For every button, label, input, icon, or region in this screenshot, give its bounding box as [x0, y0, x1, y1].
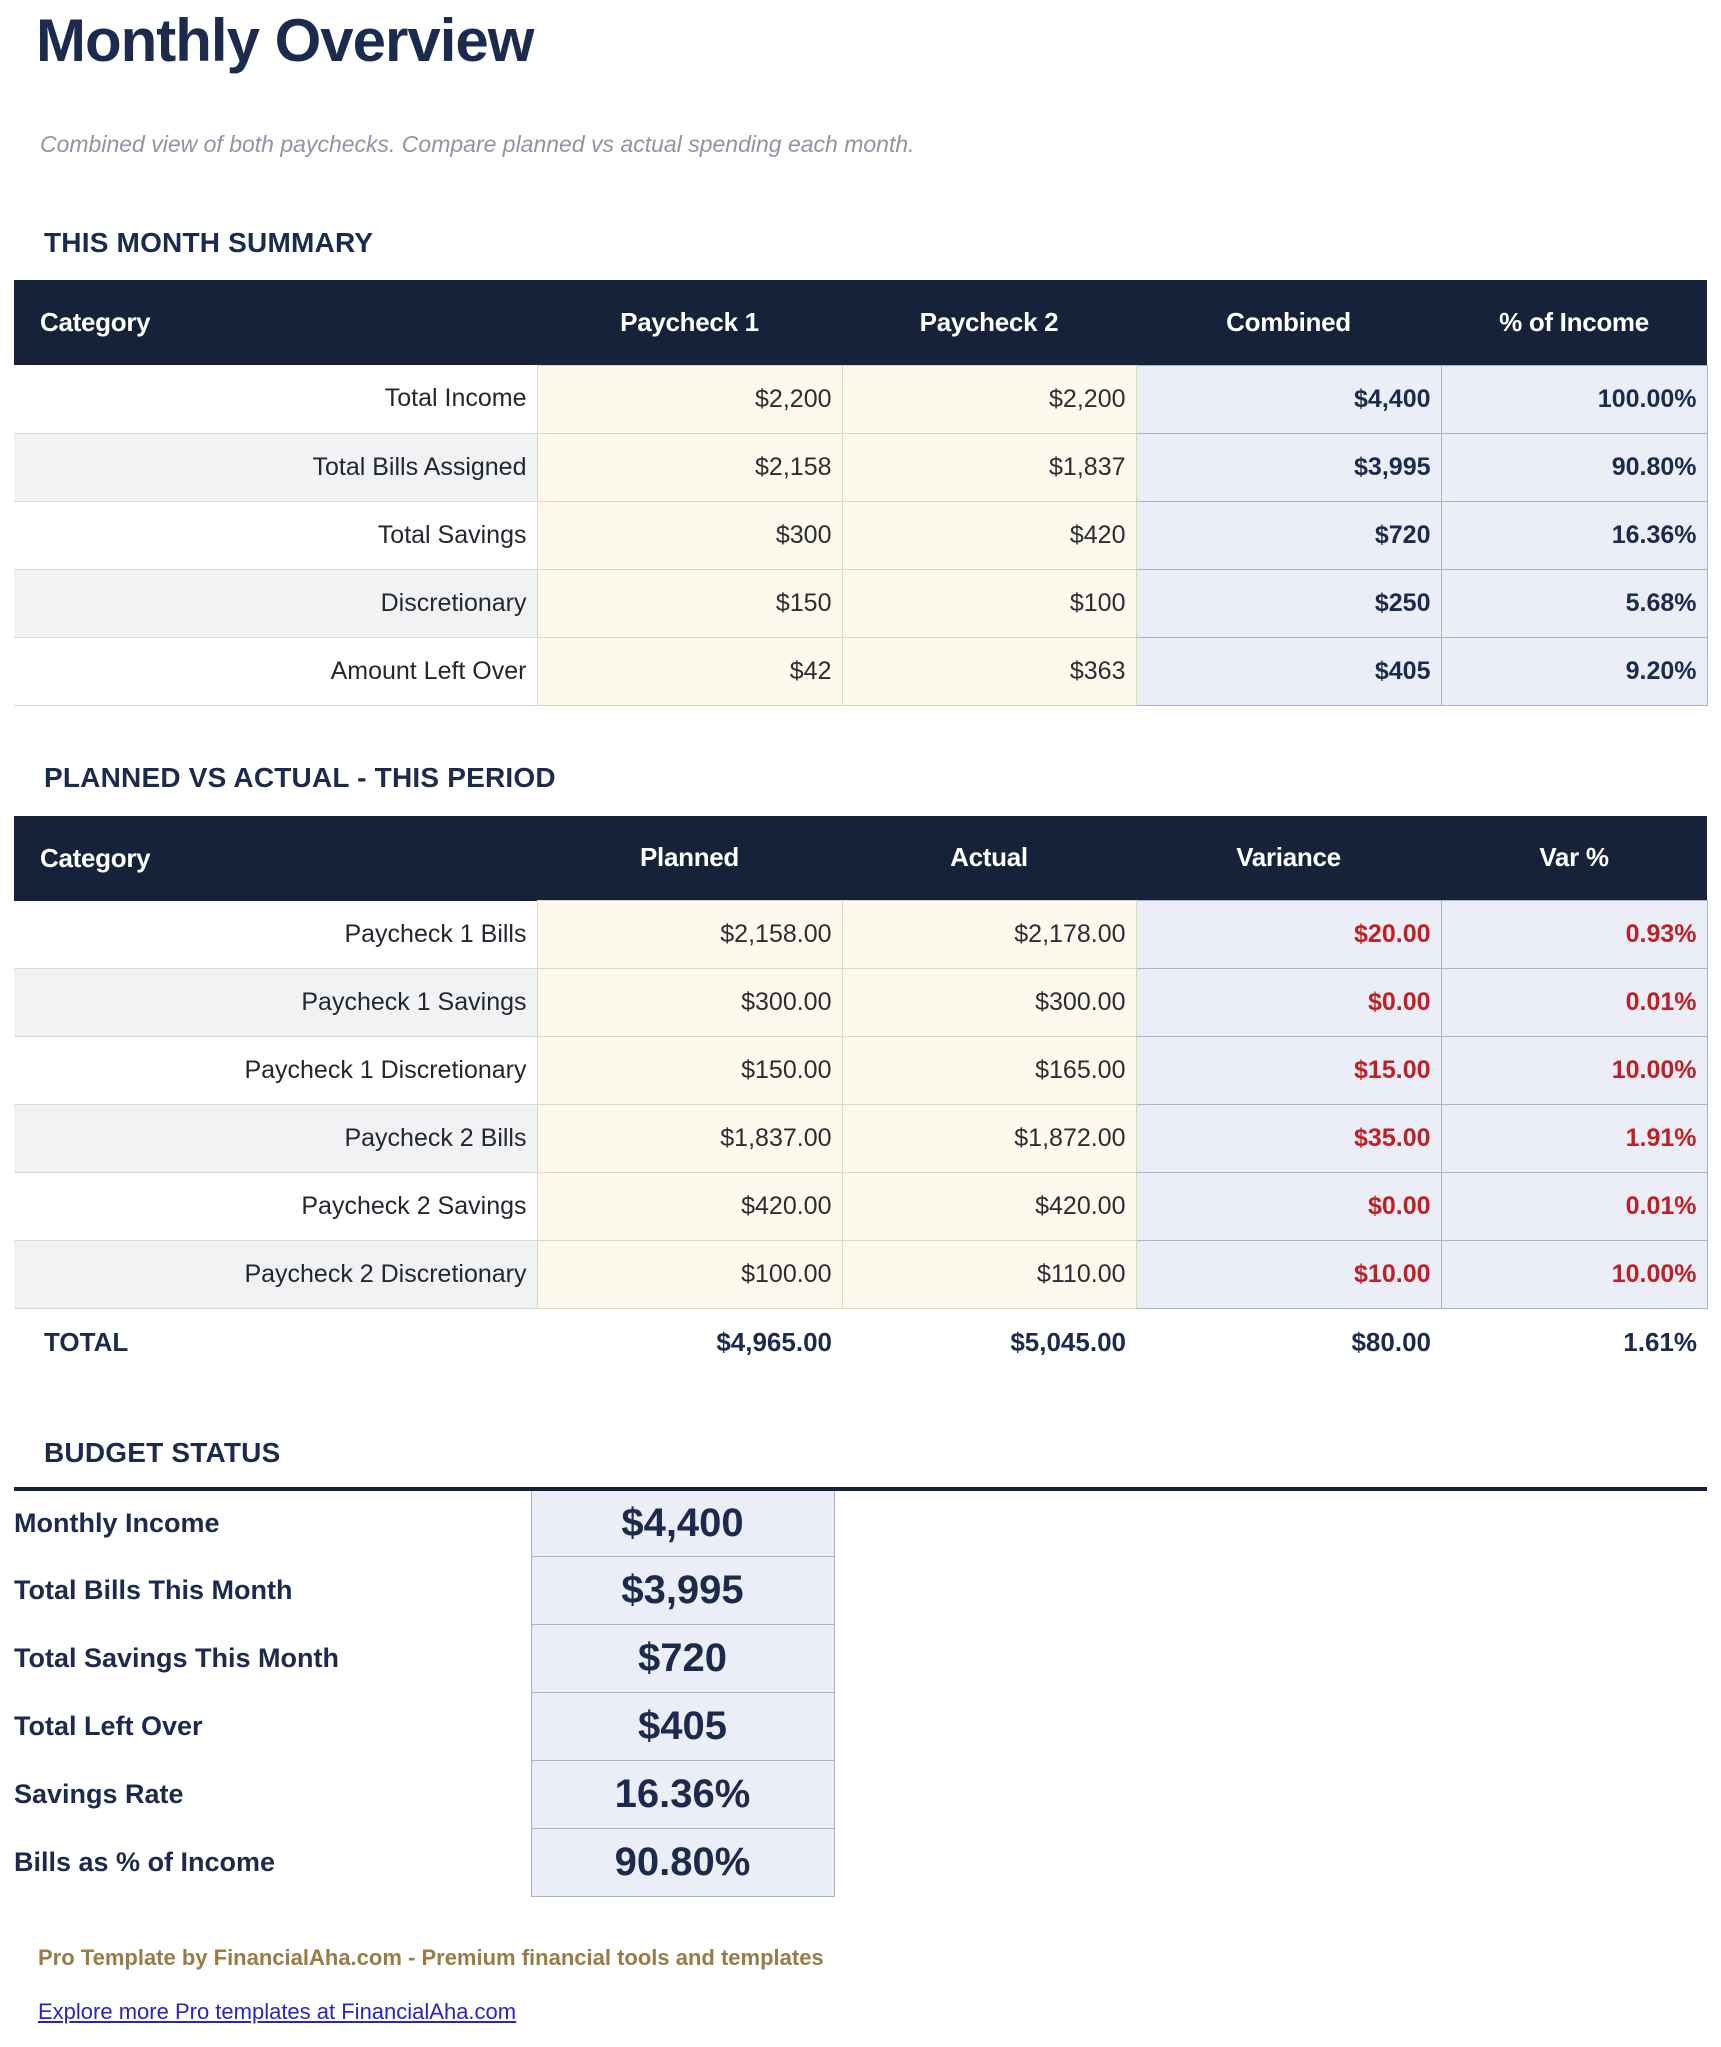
cell-actual: $420.00: [842, 1173, 1136, 1241]
cell-var-pct: 10.00%: [1441, 1037, 1707, 1105]
table-row: [14, 501, 1707, 569]
row-category: Paycheck 2 Discretionary: [14, 1241, 537, 1309]
cell-variance: $10.00: [1136, 1241, 1441, 1309]
table-row: [14, 1037, 1707, 1105]
cell-actual: $300.00: [842, 969, 1136, 1037]
cell-paycheck2: $2,200: [842, 365, 1136, 433]
cell-combined: $4,400: [1136, 365, 1441, 433]
section-heading-budget-status: BUDGET STATUS: [44, 1436, 281, 1468]
budget-row: [14, 1761, 1707, 1829]
cell-paycheck1: $42: [537, 637, 842, 705]
page-title: Monthly Overview: [36, 7, 534, 74]
cell-paycheck2: $100: [842, 569, 1136, 637]
table-row: [14, 569, 1707, 637]
row-category: Paycheck 1 Discretionary: [14, 1037, 537, 1105]
summary-column-header-pct-of-income: % of Income: [1441, 280, 1707, 365]
cell-variance: $35.00: [1136, 1105, 1441, 1173]
budget-status-panel: [14, 1487, 1707, 1898]
budget-value: $3,995: [531, 1557, 834, 1625]
total-label: TOTAL: [44, 1327, 129, 1358]
budget-row: [14, 1489, 1707, 1557]
table-row: [14, 1105, 1707, 1173]
cell-var-pct: 0.93%: [1441, 901, 1707, 969]
cell-var-pct: 0.01%: [1441, 969, 1707, 1037]
cell-combined: $250: [1136, 569, 1441, 637]
cell-var-pct: 0.01%: [1441, 1173, 1707, 1241]
budget-row-filler: [834, 1761, 1707, 1829]
cell-variance: $0.00: [1136, 969, 1441, 1037]
table-row: [14, 1241, 1707, 1309]
budget-value: $4,400: [531, 1489, 834, 1557]
cell-paycheck2: $420: [842, 501, 1136, 569]
section-heading-this-month-summary: THIS MONTH SUMMARY: [44, 227, 374, 258]
table-row: [14, 433, 1707, 501]
row-category: Total Bills Assigned: [14, 433, 537, 501]
table-row: [14, 969, 1707, 1037]
cell-planned: $1,837.00: [537, 1105, 842, 1173]
summary-column-header-category: Category: [14, 280, 537, 365]
cell-actual: $165.00: [842, 1037, 1136, 1105]
cell-combined: $720: [1136, 501, 1441, 569]
cell-var-pct: 10.00%: [1441, 1241, 1707, 1309]
table-row: [14, 901, 1707, 969]
budget-value: $405: [531, 1693, 834, 1761]
planned-vs-actual-header-row: [14, 816, 1707, 901]
budget-row: [14, 1557, 1707, 1625]
cell-var-pct: 1.91%: [1441, 1105, 1707, 1173]
cell-planned: $420.00: [537, 1173, 842, 1241]
budget-row: [14, 1829, 1707, 1897]
total-planned: $4,965.00: [716, 1327, 832, 1358]
summary-column-header-combined: Combined: [1136, 280, 1441, 365]
cell-planned: $300.00: [537, 969, 842, 1037]
row-category: Paycheck 1 Bills: [14, 901, 537, 969]
section-heading-planned-vs-actual: PLANNED VS ACTUAL - THIS PERIOD: [44, 761, 556, 793]
budget-value: 16.36%: [531, 1761, 834, 1829]
budget-label: Total Bills This Month: [14, 1575, 293, 1605]
table-row: [14, 1173, 1707, 1241]
pva-column-header-planned: Planned: [537, 816, 842, 901]
budget-label: Total Left Over: [14, 1711, 203, 1741]
summary-column-header-paycheck2: Paycheck 2: [842, 280, 1136, 365]
cell-paycheck1: $300: [537, 501, 842, 569]
cell-pct-of-income: 90.80%: [1441, 433, 1707, 501]
cell-pct-of-income: 9.20%: [1441, 637, 1707, 705]
budget-label: Monthly Income: [14, 1508, 220, 1538]
footer-link[interactable]: Explore more Pro templates at FinancialAha.com: [38, 1999, 517, 2024]
cell-combined: $3,995: [1136, 433, 1441, 501]
cell-paycheck2: $363: [842, 637, 1136, 705]
row-category: Total Savings: [14, 501, 537, 569]
row-category: Paycheck 1 Savings: [14, 969, 537, 1037]
cell-pct-of-income: 100.00%: [1441, 365, 1707, 433]
cell-pct-of-income: 16.36%: [1441, 501, 1707, 569]
row-category: Paycheck 2 Savings: [14, 1173, 537, 1241]
pva-column-header-var-pct: Var %: [1441, 816, 1707, 901]
budget-row-filler: [834, 1625, 1707, 1693]
budget-row-filler: [834, 1489, 1707, 1557]
total-row: [14, 1309, 1707, 1377]
summary-column-header-paycheck1: Paycheck 1: [537, 280, 842, 365]
cell-paycheck1: $150: [537, 569, 842, 637]
row-category: Discretionary: [14, 569, 537, 637]
cell-actual: $110.00: [842, 1241, 1136, 1309]
budget-label: Total Savings This Month: [14, 1643, 340, 1673]
cell-pct-of-income: 5.68%: [1441, 569, 1707, 637]
row-category: Paycheck 2 Bills: [14, 1105, 537, 1173]
this-month-summary-table: [14, 280, 1708, 706]
page-subtitle: Combined view of both paychecks. Compare planned vs actual spending each month.: [40, 131, 915, 157]
cell-actual: $2,178.00: [842, 901, 1136, 969]
total-actual: $5,045.00: [1010, 1327, 1126, 1358]
budget-value: $720: [531, 1625, 834, 1693]
table-row: [14, 365, 1707, 433]
pva-column-header-actual: Actual: [842, 816, 1136, 901]
total-variance: $80.00: [1351, 1327, 1431, 1358]
row-category: Amount Left Over: [14, 637, 537, 705]
cell-paycheck2: $1,837: [842, 433, 1136, 501]
pva-column-header-variance: Variance: [1136, 816, 1441, 901]
cell-planned: $100.00: [537, 1241, 842, 1309]
footer-credit: Pro Template by FinancialAha.com - Premium financial tools and templates: [38, 1945, 824, 1970]
summary-header-row: [14, 280, 1707, 365]
budget-row: [14, 1625, 1707, 1693]
row-category: Total Income: [14, 365, 537, 433]
cell-variance: $20.00: [1136, 901, 1441, 969]
monthly-overview-page: [0, 8, 1721, 2025]
cell-combined: $405: [1136, 637, 1441, 705]
cell-paycheck1: $2,200: [537, 365, 842, 433]
planned-vs-actual-table: [14, 816, 1708, 1377]
budget-value: 90.80%: [531, 1829, 834, 1897]
cell-variance: $0.00: [1136, 1173, 1441, 1241]
budget-label: Savings Rate: [14, 1779, 184, 1809]
cell-paycheck1: $2,158: [537, 433, 842, 501]
budget-row-filler: [834, 1829, 1707, 1897]
budget-row: [14, 1693, 1707, 1761]
total-var-pct: 1.61%: [1623, 1327, 1697, 1358]
budget-row-filler: [834, 1557, 1707, 1625]
table-row: [14, 637, 1707, 705]
cell-variance: $15.00: [1136, 1037, 1441, 1105]
cell-actual: $1,872.00: [842, 1105, 1136, 1173]
cell-planned: $150.00: [537, 1037, 842, 1105]
budget-label: Bills as % of Income: [14, 1847, 276, 1877]
cell-planned: $2,158.00: [537, 901, 842, 969]
pva-column-header-category: Category: [14, 816, 537, 901]
budget-row-filler: [834, 1693, 1707, 1761]
